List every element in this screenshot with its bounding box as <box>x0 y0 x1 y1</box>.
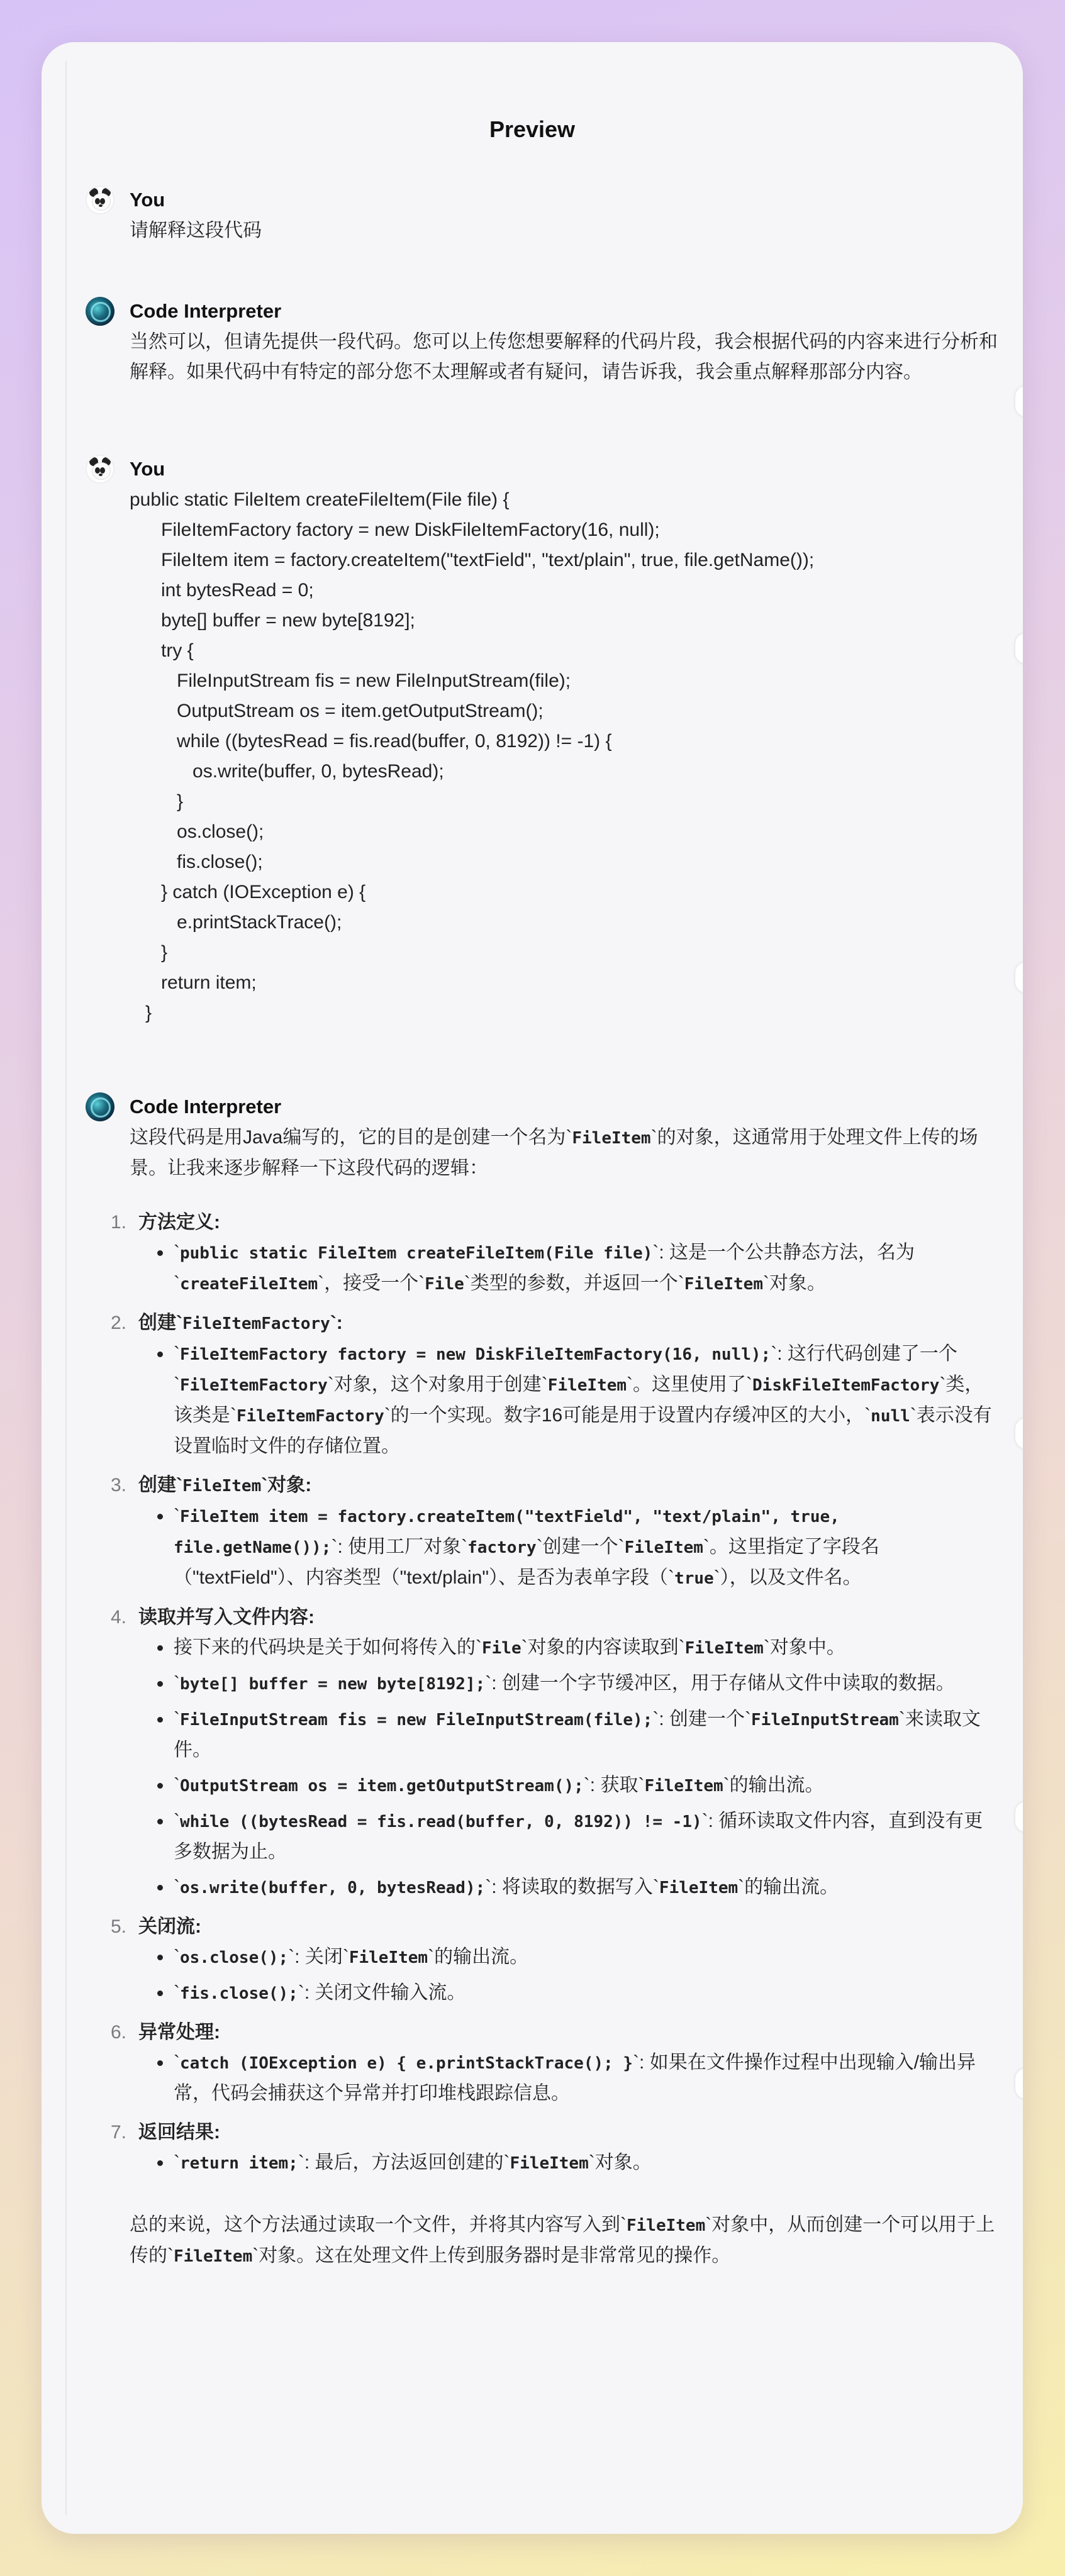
bullet-item <box>174 2148 998 2179</box>
text-run: `。这里使用了` <box>627 1374 753 1395</box>
bullet-item <box>174 1770 998 1801</box>
inline-code: catch (IOException e) { e.printStackTrace(); } <box>180 2054 633 2073</box>
bullet-list <box>138 2048 998 2118</box>
code-line: FileInputStream fis = new FileInputStream(file); <box>130 670 571 691</box>
inline-code: FileItem item = factory.createItem("textField", "text/plain", true, file.getName()); <box>174 1507 840 1557</box>
code-line: e.printStackTrace(); <box>130 912 342 933</box>
text-run: 总的来说，这个方法通过读取一个文件，并将其内容写入到` <box>130 2214 627 2235</box>
bullet-item <box>174 1704 998 1765</box>
code-line: FileItemFactory factory = new DiskFileItemFactory(16, null); <box>130 519 660 540</box>
text-run: `对象。这在处理文件上传到服务器时是非常常见的操作。 <box>252 2245 731 2266</box>
section-title <box>138 1470 998 1501</box>
bullet-list <box>138 1238 998 1308</box>
bullet-item <box>174 2048 998 2109</box>
scroll-marker[interactable] <box>1015 2068 1023 2099</box>
code-line: return item; <box>130 972 257 993</box>
interpreter-avatar-icon <box>86 1092 114 1121</box>
explanation-section <box>111 1470 998 1602</box>
author-name: Code Interpreter <box>130 1096 282 1118</box>
code-line: while ((bytesRead = fis.read(buffer, 0, 8192)) != -1) { <box>130 731 612 752</box>
text-run: 读取并写入文件内容: <box>138 1607 315 1628</box>
inline-code: FileItemFactory <box>180 1376 328 1395</box>
code-line: } <box>130 1002 152 1023</box>
inline-code: while ((bytesRead = fis.read(buffer, 0, 8192)) != -1) <box>180 1813 702 1831</box>
inline-code: FileItemFactory factory = new DiskFileItemFactory(16, null); <box>180 1345 771 1364</box>
inline-code: File <box>425 1275 464 1294</box>
text-run: `对象。 <box>588 2152 652 2173</box>
text-run: 方法定义: <box>138 1212 220 1233</box>
text-run: `类，该类是` <box>174 1374 984 1426</box>
inline-code: os.write(buffer, 0, bytesRead); <box>180 1879 486 1897</box>
text-run: ` <box>174 1506 180 1526</box>
inline-code: FileInputStream <box>751 1711 899 1729</box>
code-line: try { <box>130 640 194 661</box>
text-run: ` <box>174 2152 180 2173</box>
inline-code: FileItem <box>627 2216 706 2235</box>
inline-code: fis.close(); <box>180 1984 298 2003</box>
text-run: `类型的参数，并返回一个` <box>464 1273 684 1294</box>
text-run: `对象: <box>261 1475 312 1496</box>
text-run: ` <box>174 1982 180 2003</box>
inline-code: OutputStream os = item.getOutputStream(); <box>180 1777 584 1796</box>
explanation-summary <box>130 2210 998 2272</box>
text-run: `: 将读取的数据写入` <box>485 1877 659 1897</box>
section-number: 3. <box>111 1475 127 1496</box>
code-line: fis.close(); <box>130 852 263 872</box>
inline-code: null <box>871 1407 910 1426</box>
message-assistant-2 <box>111 1091 998 2272</box>
inline-code: FileItem <box>684 1639 764 1658</box>
explanation-section <box>111 1208 998 1308</box>
bullet-list <box>138 1942 998 2018</box>
scroll-marker[interactable] <box>1015 386 1023 416</box>
text-run: `: 使用工厂对象` <box>331 1536 468 1557</box>
section-title <box>138 2118 998 2148</box>
inline-code: FileItem <box>348 1948 428 1967</box>
explanation-intro: 这段代码是用Java编写的，它的目的是创建一个名为`FileItem`的对象，这通常用于处理文件上传的场景。让我来逐步解释一下这段代码的逻辑： <box>130 1127 978 1179</box>
text-run: `的输出流。 <box>723 1775 824 1796</box>
text-run: ` <box>174 1877 180 1897</box>
text-run: `: 关闭` <box>288 1946 349 1967</box>
text-run: `的输出流。 <box>738 1877 839 1897</box>
message-text: 请解释这段代码 <box>130 220 262 241</box>
bullet-list <box>138 1501 998 1602</box>
text-run: 创建` <box>138 1313 182 1333</box>
inline-code: FileItem <box>182 1477 262 1496</box>
text-run: `的一个实现。数字16可能是用于设置内存缓冲区的大小，` <box>384 1405 871 1426</box>
bullet-item <box>174 1942 998 1973</box>
inline-code: FileItem <box>510 2154 589 2173</box>
inline-code: FileInputStream fis = new FileInputStream(file); <box>180 1711 653 1729</box>
code-line: os.write(buffer, 0, bytesRead); <box>130 761 444 782</box>
inline-code: return item; <box>180 2154 298 2173</box>
scroll-marker[interactable] <box>1015 1418 1023 1448</box>
inline-code: DiskFileItemFactory <box>752 1376 940 1395</box>
section-number: 7. <box>111 2122 127 2143</box>
code-snippet <box>130 485 998 1028</box>
text-run: ` <box>174 1673 180 1694</box>
bullet-item <box>174 1668 998 1699</box>
message-text: 当然可以，但请先提供一段代码。您可以上传您想要解释的代码片段，我会根据代码的内容来进行分析和解释。如果代码中有特定的部分您不太理解或者有疑问，请告诉我，我会重点解释那部分内容。 <box>130 331 998 382</box>
section-number: 6. <box>111 2022 127 2043</box>
text-run: 关闭流: <box>138 1916 201 1937</box>
text-run: 异常处理: <box>138 2022 220 2043</box>
panda-avatar-icon <box>86 186 114 214</box>
text-run: `。这里指定了字段名（"textField"）、内容类型（"text/plain"）、是否为表单字段（` <box>174 1536 879 1588</box>
bullet-list <box>138 2148 998 2187</box>
inline-code: createFileItem <box>180 1275 318 1294</box>
text-run: `，接受一个` <box>318 1273 425 1294</box>
inline-code: FileItemFactory <box>182 1314 330 1333</box>
text-run: 返回结果: <box>138 2122 220 2143</box>
text-run: `表示没有设置临时文件的存储位置。 <box>174 1405 992 1457</box>
author-name: You <box>130 458 165 480</box>
text-run: `: 这行代码创建了一个` <box>174 1343 957 1395</box>
explanation-section <box>111 1602 998 1912</box>
code-line: FileItem item = factory.createItem("textField", "text/plain", true, file.getName()); <box>130 550 815 570</box>
section-number: 4. <box>111 1607 127 1628</box>
code-line: byte[] buffer = new byte[8192]; <box>130 610 415 631</box>
text-run: ` <box>174 1946 180 1967</box>
explanation-section <box>111 2018 998 2118</box>
section-title <box>138 1308 998 1339</box>
inline-code: FileItem <box>659 1879 739 1897</box>
explanation-list <box>111 1208 998 2187</box>
message-user-2 <box>130 453 998 1028</box>
text-run: ` <box>174 1343 180 1364</box>
author-name: You <box>130 189 165 211</box>
panda-avatar-icon <box>86 455 114 484</box>
text-run: `），以及文件名。 <box>713 1567 862 1588</box>
text-run: `: 最后，方法返回创建的` <box>298 2152 510 2173</box>
bullet-item <box>174 1978 998 2009</box>
text-run: `: 获取` <box>583 1775 645 1796</box>
page-title: Preview <box>489 116 576 142</box>
inline-code: true <box>674 1569 714 1588</box>
text-run: ` <box>174 2052 180 2073</box>
text-run: ` <box>174 1775 180 1796</box>
bullet-item <box>174 1501 998 1594</box>
text-run: `: 如果在文件操作过程中出现输入/输出异常，代码会捕获这个异常并打印堆栈跟踪信息。 <box>174 2052 976 2104</box>
text-run: ` <box>174 1811 180 1831</box>
inline-code: FileItem <box>624 1538 703 1557</box>
explanation-section <box>111 2118 998 2187</box>
code-line: } catch (IOException e) { <box>130 882 366 902</box>
text-run: `创建一个` <box>536 1536 625 1557</box>
text-run: `: 创建一个` <box>652 1709 752 1729</box>
interpreter-avatar-icon <box>86 297 114 326</box>
inline-code: byte[] buffer = new byte[8192]; <box>180 1675 486 1694</box>
code-line: public static FileItem createFileItem(File file) { <box>130 489 510 510</box>
author-name: Code Interpreter <box>130 300 282 322</box>
text-run: `来读取文件。 <box>174 1709 981 1760</box>
section-title <box>138 2018 998 2048</box>
inline-code: public static FileItem createFileItem(File file) <box>180 1244 653 1263</box>
text-run: `对象中，从而创建一个可以用于上传的` <box>130 2214 995 2266</box>
section-number: 1. <box>111 1212 127 1233</box>
explanation-section <box>111 1308 998 1470</box>
code-line: } <box>130 791 184 812</box>
inline-code: factory <box>467 1538 537 1557</box>
inline-code: File <box>482 1639 521 1658</box>
text-run: 创建` <box>138 1475 182 1496</box>
section-title <box>138 1602 998 1633</box>
explanation-section <box>111 1912 998 2018</box>
text-run: `: 这是一个公共静态方法，名为` <box>174 1242 915 1294</box>
text-run: `: 循环读取文件内容，直到没有更多数据为止。 <box>174 1811 983 1862</box>
code-line: int bytesRead = 0; <box>130 580 314 601</box>
text-run: `对象的内容读取到` <box>521 1637 685 1658</box>
text-run: `的输出流。 <box>428 1946 529 1967</box>
text-run: 接下来的代码块是关于如何将传入的` <box>174 1637 482 1658</box>
inline-code: FileItem <box>547 1376 627 1395</box>
bullet-item <box>174 1872 998 1903</box>
section-number: 2. <box>111 1313 127 1333</box>
inline-code: FileItemFactory <box>237 1407 384 1426</box>
inline-code: FileItem <box>174 2247 253 2266</box>
bullet-item <box>174 1238 998 1299</box>
bullet-list <box>138 1633 998 1912</box>
bullet-item <box>174 1633 998 1663</box>
bullet-item <box>174 1339 998 1462</box>
text-run: `: 关闭文件输入流。 <box>298 1982 466 2003</box>
scroll-marker[interactable] <box>1015 962 1023 992</box>
inline-code: FileItem <box>644 1777 723 1796</box>
section-title <box>138 1208 998 1238</box>
inline-code: FileItem <box>684 1275 763 1294</box>
text-run: `: <box>330 1313 343 1333</box>
scroll-marker[interactable] <box>1015 1802 1023 1832</box>
code-line: OutputStream os = item.getOutputStream(); <box>130 701 544 721</box>
section-title <box>138 1912 998 1942</box>
panel-divider <box>65 61 67 2515</box>
text-run: `对象中。 <box>763 1637 845 1658</box>
text-run: ` <box>174 1242 180 1263</box>
text-run: `对象，这个对象用于创建` <box>327 1374 548 1395</box>
text-run: `: 创建一个字节缓冲区，用于存储从文件中读取的数据。 <box>485 1673 955 1694</box>
message-assistant-1 <box>130 296 998 387</box>
text-run: ` <box>174 1709 180 1729</box>
text-run: `对象。 <box>762 1273 826 1294</box>
inline-code: os.close(); <box>180 1948 289 1967</box>
message-user-1 <box>130 184 998 246</box>
section-number: 5. <box>111 1916 127 1937</box>
code-line: os.close(); <box>130 821 264 842</box>
bullet-item <box>174 1806 998 1867</box>
scroll-marker[interactable] <box>1015 633 1023 663</box>
code-line: } <box>130 942 168 963</box>
preview-panel <box>42 42 1023 2534</box>
bullet-list <box>138 1339 998 1470</box>
